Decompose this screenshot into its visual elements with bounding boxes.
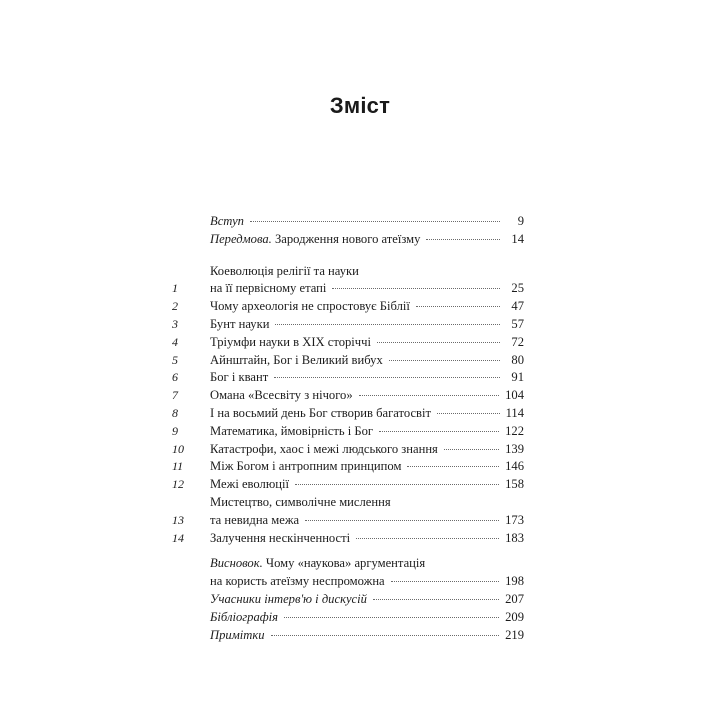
toc-entry-title-line1: Мистецтво, символічне мислення	[210, 494, 391, 509]
toc-entry-title: Бібліографія	[210, 609, 279, 624]
toc-entry-number: 7	[172, 388, 178, 403]
toc-entry-chapter	[170, 423, 524, 441]
toc-entry-chapter	[170, 476, 524, 494]
toc-entry-number: 12	[172, 477, 184, 492]
toc-entry-page: 146	[505, 459, 524, 474]
dot-leader	[332, 287, 500, 289]
toc-entry-title-line2: на її первісному етапі	[210, 281, 327, 296]
dot-leader	[373, 598, 499, 600]
toc-entry-page: 198	[505, 574, 524, 589]
toc-entry-chapter	[170, 387, 524, 405]
toc-entry-page: 183	[505, 530, 524, 545]
toc-entry-chapter	[170, 494, 524, 530]
toc-entry-page: 173	[505, 512, 524, 527]
page-title: Зміст	[329, 93, 391, 118]
dot-leader	[379, 430, 499, 432]
toc-entry-title: Вступ	[210, 214, 244, 228]
toc-entry-title: І на восьмий день Бог створив багатосвіт	[210, 405, 431, 420]
toc-entry-page: 207	[505, 591, 524, 606]
dot-leader	[444, 448, 499, 450]
toc-entry-chapter	[170, 530, 524, 548]
toc-entry-title: Катастрофи, хаос і межі людського знання	[210, 441, 438, 456]
dot-leader	[416, 305, 500, 307]
dot-leader	[437, 412, 500, 414]
toc-entry-intro	[170, 213, 524, 231]
toc-entry-title: Межі еволюції	[210, 477, 289, 492]
toc-entry-number: 13	[172, 512, 184, 527]
toc-entry-number: 3	[172, 316, 178, 331]
toc-entry-chapter	[170, 458, 524, 476]
toc-entry-chapter	[170, 441, 524, 459]
toc-entry-preface	[170, 231, 524, 249]
toc-entry-conclusion	[170, 555, 524, 591]
toc-entry-title	[210, 231, 420, 249]
toc-entry-title-line2: та невидна межа	[210, 512, 300, 527]
toc-entry-number: 11	[172, 459, 184, 474]
toc-entry-title: Тріумфи науки в XIX сторіччі	[210, 334, 371, 349]
dot-leader	[305, 519, 499, 521]
toc-entry-chapter	[170, 298, 524, 316]
toc-entry-chapter	[170, 334, 524, 352]
toc-entry-page: 91	[511, 370, 524, 385]
toc-entry-page: 72	[511, 334, 524, 349]
toc-entry-title: Учасники інтерв'ю і дискусій	[210, 591, 367, 606]
toc-entry-number: 4	[172, 334, 178, 349]
dot-leader	[274, 376, 500, 378]
toc-entry-page: 139	[505, 441, 524, 456]
toc-entry-title-italic: Передмова.	[210, 231, 272, 246]
dot-leader	[377, 341, 500, 343]
toc-entry-number: 9	[172, 423, 178, 438]
toc-entry-page: 57	[511, 316, 524, 331]
toc-entry-title: Айнштайн, Бог і Великий вибух	[210, 352, 383, 367]
toc-entry-title-line1: Коеволюція релігії та науки	[210, 263, 359, 278]
toc-entry-bibliography	[170, 609, 524, 627]
dot-leader	[275, 323, 500, 325]
toc-entry-title: Омана «Всесвіту з нічого»	[210, 388, 353, 403]
toc-entry-title: Бог і квант	[210, 370, 269, 385]
toc-entry-page: 219	[505, 627, 524, 642]
toc-entry-number: 6	[172, 370, 178, 385]
dot-leader	[284, 616, 499, 618]
toc-entry-page: 80	[511, 352, 524, 367]
toc-entry-chapter	[170, 405, 524, 423]
toc-entry-title: Бунт науки	[210, 316, 270, 331]
toc-entry-number: 14	[172, 530, 184, 545]
toc-entry-title: Між Богом і антропним принципом	[210, 459, 402, 474]
toc-entry-title-rest: Зародження нового атеїзму	[271, 231, 421, 246]
toc-entry-chapter	[170, 369, 524, 387]
toc-entry-notes	[170, 627, 524, 645]
dot-leader	[391, 580, 499, 582]
toc-entry-page: 209	[505, 609, 524, 624]
toc-entry-number: 10	[172, 441, 184, 456]
dot-leader	[271, 634, 500, 636]
toc-entry-page: 14	[511, 231, 524, 246]
toc-entry-page: 104	[505, 388, 524, 403]
toc-entry-page: 114	[505, 405, 524, 420]
toc-entry-title	[210, 555, 425, 573]
toc-entry-number: 8	[172, 405, 178, 420]
toc-entry-page: 25	[511, 281, 524, 296]
toc-entry-title-italic: Висновок.	[210, 556, 263, 571]
toc-entry-page: 122	[505, 423, 524, 438]
dot-leader	[359, 394, 499, 396]
dot-leader	[356, 537, 499, 539]
toc-entry-chapter	[170, 316, 524, 334]
toc-entry-chapter	[170, 352, 524, 370]
toc-entry-title-line2: на користь атеїзму неспроможна	[210, 574, 385, 589]
dot-leader	[407, 465, 499, 467]
toc-entry-title: Залучення нескінченності	[210, 530, 351, 545]
toc-entry-page: 47	[511, 299, 524, 314]
toc-entry-number: 5	[172, 352, 178, 367]
dot-leader	[295, 483, 499, 485]
toc-entry-title: Чому археологія не спростовує Біблії	[210, 299, 410, 314]
toc-entry-page: 9	[517, 214, 524, 228]
toc-entry-title: Примітки	[210, 627, 265, 642]
toc-entry-number: 2	[172, 299, 178, 314]
dot-leader	[389, 359, 500, 361]
toc-entry-title-line1: Чому «наукова» аргументація	[262, 556, 426, 571]
toc-entry-number: 1	[172, 281, 178, 296]
dot-leader	[250, 220, 500, 222]
toc-entry-chapter	[170, 263, 524, 299]
toc-entry-title: Математика, ймовірність і Бог	[210, 423, 374, 438]
dot-leader	[426, 238, 500, 240]
toc-entry-participants	[170, 591, 524, 609]
table-of-contents	[170, 213, 524, 644]
toc-entry-page: 158	[505, 477, 524, 492]
